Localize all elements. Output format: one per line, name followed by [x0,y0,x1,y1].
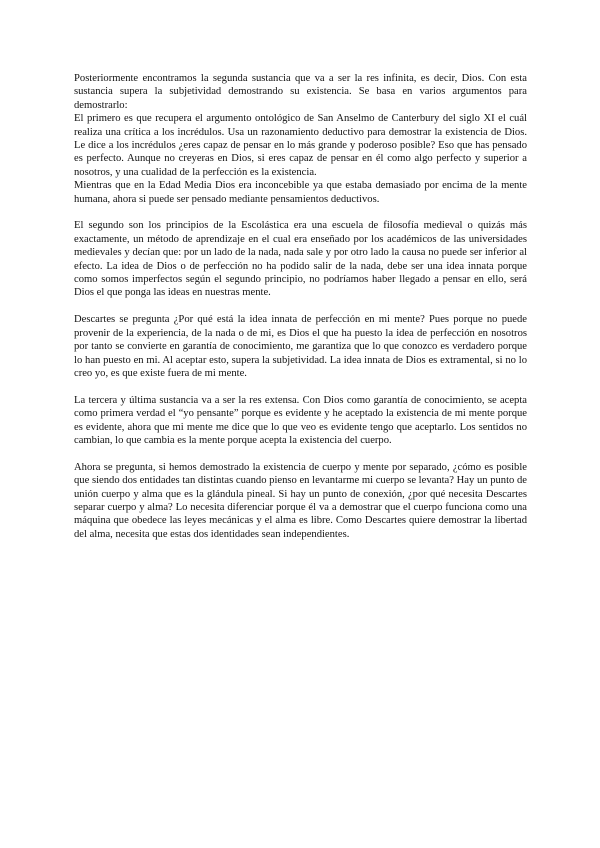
paragraph-segunda-sustancia [74,72,527,206]
document-body [74,72,527,555]
paragraph-idea-innata [74,313,527,380]
paragraph-line: Ahora se pregunta, si hemos demostrado la existencia de cuerpo y mente por separado, ¿cómo es posible que siendo dos entidades tan distintas cuando pienso en levantarme mi cuerpo se levanta? Hay un punto de unión cuerpo y alma que es la glándula pineal. Si hay un punto de conexión, ¿por qué necesita Descartes separar cuerpo y alma? Lo necesita diferenciar porque él va a demostrar que el cuerpo funciona como una máquina que obedece las leyes mecánicas y el alma es libre. Como Descartes quiere demostrar la libertad del alma, necesita que estas dos identidades sean independientes. [74,461,527,540]
paragraph-line: Descartes se pregunta ¿Por qué está la idea innata de perfección en mi mente? Pues porque no puede provenir de la experiencia, de la nada o de mi, es Dios el que ha puesto la idea de perfección en nosotros por tanto se convierte en garantía de conocimiento, me garantiza que lo que conozco es verdadero porque lo han puesto en mi. Al aceptar esto, supera la subjetividad. La idea innata de Dios es extramental, si no lo creo yo, es que existe fuera de mi mente. [74,314,527,379]
paragraph-cuerpo-alma [74,461,527,541]
paragraph-line: La tercera y última sustancia va a ser la res extensa. Con Dios como garantía de conocimiento, se acepta como primera verdad el “yo pensante” porque es evidente y he aceptado la existencia de mi mente porque es evidente, ahora que mi mente me dice que lo que veo es evidente tengo que aceptarlo. Los sentidos no cambian, lo que cambia es la mente porque acepta la existencia del cuerpo. [74,394,527,446]
paragraph-escolastica [74,219,527,299]
paragraph-line: El segundo son los principios de la Escolástica era una escuela de filosofía medieval o quizás más exactamente, un método de aprendizaje en el cual era enseñado por los académicos de las universidades medievales y decían que: por un lado de la nada, nada sale y por otro lado la causa no puede ser inferior al efecto. La idea de Dios o de perfección no ha podido salir de la nada, debe ser una idea innata porque como somos imperfectos según el segundo principio, no podríamos haber llegado a pensar en ello, será Dios el que ponga las ideas en nuestras mente. [74,220,527,299]
paragraph-line: Mientras que en la Edad Media Dios era inconcebible ya que estaba demasiado por encima de la mente humana, ahora si puede ser pensado mediante pensamientos deductivos. [74,180,527,205]
paragraph-res-extensa [74,394,527,448]
paragraph-line: El primero es que recupera el argumento ontológico de San Anselmo de Canterbury del siglo XI el cuál realiza una crítica a los incrédulos. Usa un razonamiento deductivo para demostrar la existencia de Dios. Le dice a los incrédulos ¿eres capaz de pensar en lo más grande y poderoso posible? Eso que has pensado es perfecto. Aunque no creyeras en Dios, si eres capaz de pensar en él como algo perfecto y superior a nosotros, y una cualidad de la perfección es la existencia. [74,113,527,178]
paragraph-line: Posteriormente encontramos la segunda sustancia que va a ser la res infinita, es decir, Dios. Con esta sustancia supera la subjetividad demostrando su existencia. Se basa en varios argumentos para demostrarlo: [74,73,527,111]
